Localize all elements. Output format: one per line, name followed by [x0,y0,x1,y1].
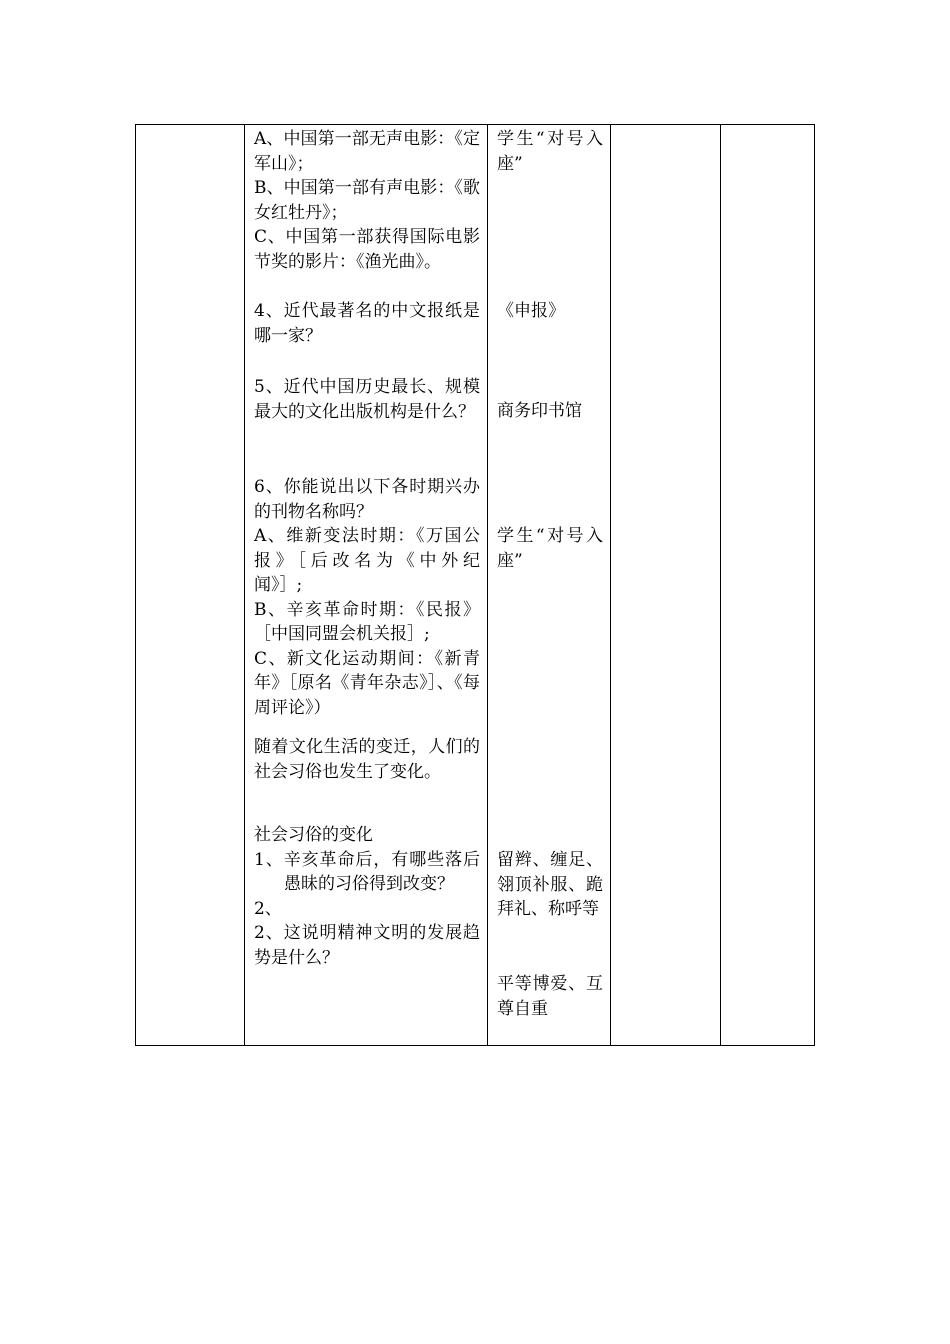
table-column-5 [721,125,816,1045]
list-number: 2、 [254,923,284,943]
table-column-1 [136,125,245,1045]
list-number: 2、 [254,898,282,919]
text-line: 4、近代最著名的中文报纸是哪一家？ [254,301,480,346]
response-2: 《申报》 [497,301,565,321]
text-line: C、中国第一部获得国际电影节奖的影片：《渔光曲》。 [254,227,480,272]
list-number: 1、 [254,849,284,870]
transition-paragraph [254,735,480,784]
list-item [254,848,480,897]
response-3: 商务印书馆 [497,401,582,421]
table-column-responses [488,125,611,1045]
question-4 [254,299,480,348]
section-heading: 社会习俗的变化 [254,825,373,845]
list-text: 这说明精神文明的发展趋势是什么？ [254,923,480,968]
text-line: 6、你能说出以下各时期兴办的刊物名称吗？ [254,477,480,522]
table-column-4 [611,125,721,1045]
film-firsts-block [254,127,480,274]
text-line: A、中国第一部无声电影：《定军山》； [254,129,480,174]
response-6: 平等博爱、互尊自重 [497,974,603,1019]
lesson-table [135,124,815,1046]
text-line: C、新文化运动期间：《新青年》［原名《青年杂志》］、《每周评论》） [254,648,480,718]
text-line: 5、近代中国历史最长、规模最大的文化出版机构是什么？ [254,377,480,422]
table-column-content [245,125,488,1045]
list-item [254,921,480,970]
question-5 [254,375,480,424]
response-1: 学生“对号入座” [497,129,603,174]
response-4: 学生“对号入座” [497,526,603,571]
question-6 [254,475,480,720]
response-5: 留辫、缠足、翎顶补服、跪拜礼、称呼等 [497,850,603,919]
text-line: A、维新变法时期：《万国公报》［后改名为《中外纪闻》］; [254,526,480,595]
text-line: B、辛亥革命时期：《民报》［中国同盟会机关报］; [254,599,480,644]
text-line: B、中国第一部有声电影：《歌女红牡丹》； [254,178,480,223]
text-line: 随着文化生活的变迁，人们的社会习俗也发生了变化。 [254,737,480,782]
list-text: 辛亥革命后，有哪些落后愚昧的习俗得到改变？ [283,849,480,894]
list-item [254,897,480,922]
customs-section [254,823,480,970]
